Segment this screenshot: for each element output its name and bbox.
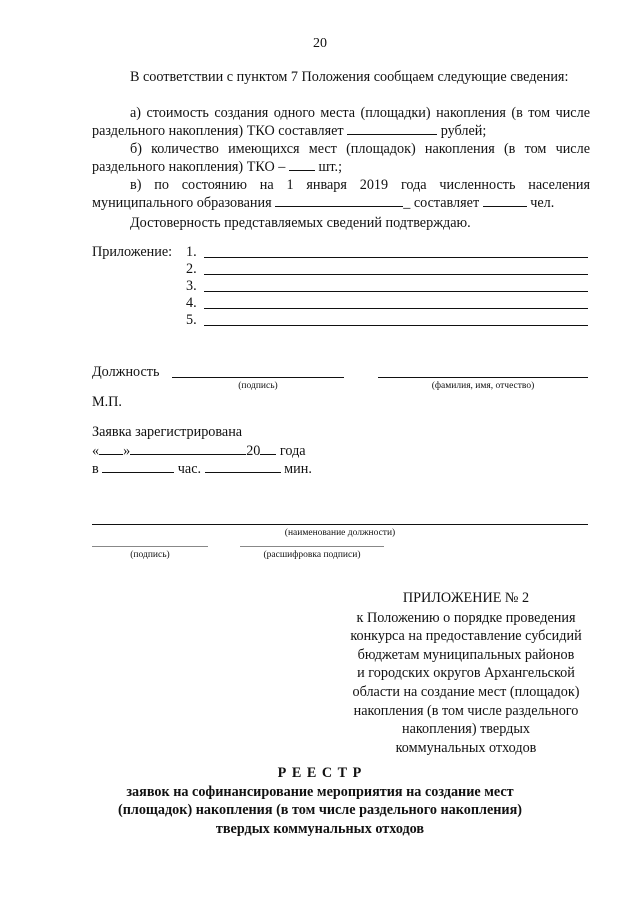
appendix-line: коммунальных отходов [395, 739, 537, 756]
attachment-line [204, 257, 588, 258]
registry-line: твердых коммунальных отходов [215, 820, 425, 837]
year-prefix: 20 [246, 443, 261, 459]
attachment-row [186, 261, 588, 279]
attachment-number: 2. [186, 261, 197, 277]
position-caption: (наименование должности) [284, 528, 396, 538]
count-blank [289, 158, 315, 171]
attachment-number: 3. [186, 278, 197, 294]
cost-unit: рублей; [440, 123, 487, 140]
hours-label: час. [177, 461, 202, 477]
appendix-block [330, 589, 602, 757]
intro-text: В соответствии с пунктом 7 Положения сообщаем следующие сведения: [130, 69, 569, 85]
appendix-line: бюджетам муниципальных районов [357, 646, 575, 663]
minutes-label: мин. [284, 461, 312, 477]
attachment-row [186, 312, 588, 330]
name-line [378, 377, 588, 378]
registration-date [92, 442, 306, 460]
registrar-decode-line [240, 546, 384, 547]
year-suffix: года [279, 443, 306, 459]
count-text: б) количество имеющихся мест (площадок) накопления (в том числе раздельного накопления) ТКО – [92, 141, 590, 176]
confirmation-text: Достоверность представляемых сведений подтверждаю. [130, 215, 471, 231]
population-verb: составляет [413, 195, 480, 212]
registry-heading [0, 764, 640, 838]
position-line [92, 524, 588, 525]
appendix-line: конкурса на предоставление субсидий [350, 628, 582, 645]
attachment-line [204, 325, 588, 326]
population-paragraph [92, 176, 590, 212]
cost-paragraph [92, 104, 590, 140]
page-number: 20 [313, 36, 327, 51]
attachment-line [204, 308, 588, 309]
cost-text: а) стоимость создания одного места (площадки) накопления (в том числе раздельного накопления) ТКО составляет [92, 105, 590, 140]
population-unit: чел. [530, 195, 555, 212]
registry-line: (площадок) накопления (в том числе раздельного накопления) [117, 802, 522, 819]
registrar-decode-caption: (расшифровка подписи) [263, 550, 361, 560]
year-blank [260, 442, 276, 455]
quote-open: « [92, 443, 100, 459]
population-blank [483, 194, 527, 207]
registrar-signature-line [92, 546, 208, 547]
cost-blank [347, 122, 437, 135]
appendix-title: ПРИЛОЖЕНИЕ № 2 [402, 590, 530, 606]
municipality-blank [275, 194, 403, 207]
attachment-row [186, 244, 588, 262]
registry-title: Р Е Е С Т Р [277, 765, 363, 781]
signature-caption: (подпись) [238, 381, 278, 391]
minutes-blank [205, 460, 281, 473]
count-unit: шт.; [318, 159, 343, 176]
registration-time [92, 460, 312, 478]
month-blank [130, 442, 246, 455]
attachment-number: 4. [186, 295, 197, 311]
appendix-line: накопления (в том числе раздельного [353, 702, 579, 719]
time-prep: в [92, 461, 99, 477]
registrar-signature-caption: (подпись) [130, 550, 170, 560]
count-paragraph [92, 140, 590, 176]
appendix-line: к Положению о порядке проведения [356, 609, 576, 626]
appendix-line: области на создание мест (площадок) [352, 683, 580, 700]
position-label: Должность [92, 364, 160, 380]
intro-paragraph [92, 68, 590, 86]
hours-blank [102, 460, 174, 473]
attachment-row [186, 278, 588, 296]
registry-line: заявок на софинансирование мероприятия на создание мест [126, 783, 514, 800]
registration-title: Заявка зарегистрирована [92, 424, 243, 440]
attachment-line [204, 274, 588, 275]
attachments-label: Приложение: [92, 244, 173, 260]
attachment-number: 5. [186, 312, 197, 328]
attachment-line [204, 291, 588, 292]
day-blank [99, 442, 123, 455]
appendix-line: накопления) твердых [402, 721, 530, 738]
population-text: в) по состоянию на 1 января 2019 года численность населения муниципального образования [92, 177, 590, 212]
attachment-number: 1. [186, 244, 197, 260]
seal-label: М.П. [92, 394, 122, 410]
quote-close: » [123, 443, 131, 459]
appendix-line: и городских округов Архангельской [357, 665, 575, 682]
attachment-row [186, 295, 588, 313]
municipality-suffix: _ [403, 195, 411, 212]
name-caption: (фамилия, имя, отчество) [431, 381, 535, 391]
signature-line [172, 377, 344, 378]
